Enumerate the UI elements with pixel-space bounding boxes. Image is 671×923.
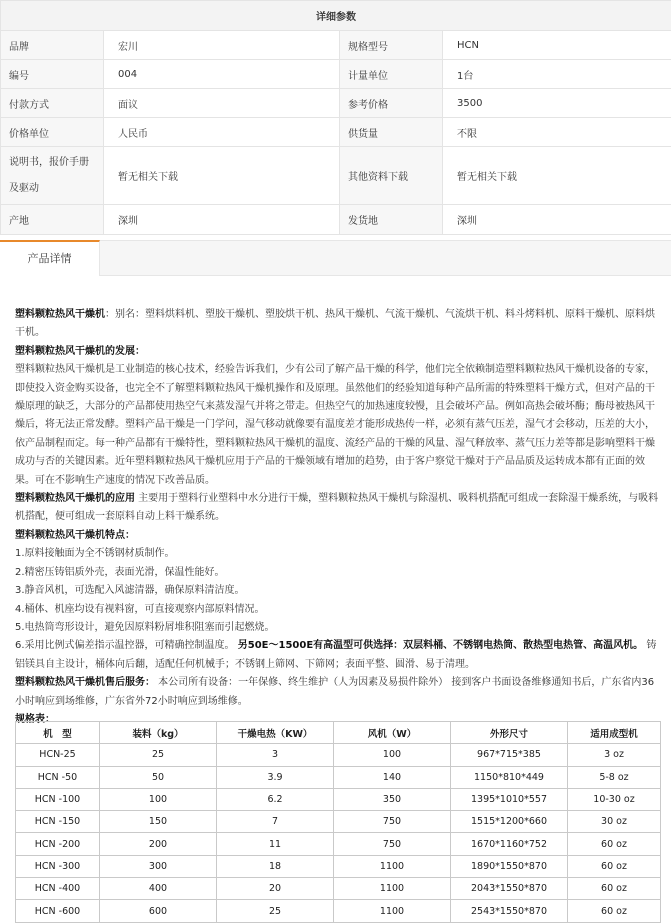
spec-cell: 3 oz bbox=[568, 744, 661, 766]
param-label: 其他资料下载 bbox=[340, 147, 443, 205]
param-value: HCN bbox=[443, 31, 671, 60]
spec-cell: HCN -50 bbox=[16, 766, 100, 788]
spec-cell: 11 bbox=[217, 833, 334, 855]
feature-item: 5.电热筒弯形设计，避免因原料粉屑堆积阻塞而引起燃烧。 bbox=[15, 619, 660, 637]
param-label: 付款方式 bbox=[1, 89, 104, 118]
spec-cell: 50 bbox=[100, 766, 217, 788]
spec-cell: 2543*1550*870 bbox=[451, 900, 568, 922]
spec-cell: 5-8 oz bbox=[568, 766, 661, 788]
feature-item: 铸铝镁具自主设计，桶体向后翻，适配任何机械手；不锈钢上筛网、下筛网；表面平整、圆滑、易于清理。 bbox=[15, 640, 656, 669]
param-label: 编号 bbox=[1, 60, 104, 89]
params-table bbox=[0, 0, 671, 235]
download-link[interactable]: 暂无相关下载 bbox=[443, 147, 671, 205]
spec-cell: 7 bbox=[217, 811, 334, 833]
table-row bbox=[16, 833, 661, 855]
spec-cell: 1670*1160*752 bbox=[451, 833, 568, 855]
param-label: 计量单位 bbox=[340, 60, 443, 89]
spec-cell: 400 bbox=[100, 878, 217, 900]
spec-cell: 2043*1550*870 bbox=[451, 878, 568, 900]
param-label: 产地 bbox=[1, 205, 104, 235]
spec-table bbox=[15, 721, 661, 923]
table-row bbox=[16, 878, 661, 900]
table-row bbox=[16, 766, 661, 788]
spec-cell: 300 bbox=[100, 855, 217, 877]
product-description bbox=[15, 306, 660, 729]
param-value: 深圳 bbox=[443, 205, 671, 235]
param-label: 发货地 bbox=[340, 205, 443, 235]
param-value: 深圳 bbox=[104, 205, 340, 235]
spec-cell: 200 bbox=[100, 833, 217, 855]
spec-header: 装料（kg） bbox=[100, 722, 217, 744]
spec-header: 外形尺寸 bbox=[451, 722, 568, 744]
spec-header: 适用成型机 bbox=[568, 722, 661, 744]
tab-bar bbox=[0, 240, 671, 276]
param-label: 说明书，报价手册及驱动 bbox=[1, 147, 104, 205]
param-label: 供货量 bbox=[340, 118, 443, 147]
spec-cell: 100 bbox=[334, 744, 451, 766]
spec-cell: 350 bbox=[334, 788, 451, 810]
param-label: 规格型号 bbox=[340, 31, 443, 60]
param-value: 宏川 bbox=[104, 31, 340, 60]
spec-cell: 3 bbox=[217, 744, 334, 766]
spec-cell: HCN-25 bbox=[16, 744, 100, 766]
spec-cell: 60 oz bbox=[568, 900, 661, 922]
paragraph-text: 主要用于塑料行业塑料中水分进行干燥，塑料颗粒热风干燥机与除湿机、吸料机搭配可组成一套除湿干燥系统，与吸料机搭配，便可组成一套原料自动上料干燥系统。 bbox=[15, 493, 658, 522]
spec-cell: 60 oz bbox=[568, 855, 661, 877]
table-row bbox=[16, 811, 661, 833]
params-title: 详细参数 bbox=[1, 1, 671, 31]
spec-cell: 1395*1010*557 bbox=[451, 788, 568, 810]
spec-cell: HCN -200 bbox=[16, 833, 100, 855]
spec-title: 规格表： bbox=[15, 711, 660, 729]
tab-product-details[interactable]: 产品详情 bbox=[0, 240, 100, 276]
spec-header: 风机（W） bbox=[334, 722, 451, 744]
feature-item: 3.静音风机，可选配入风滤清器，确保原料清洁度。 bbox=[15, 582, 660, 600]
table-row bbox=[16, 900, 661, 922]
spec-cell: HCN -300 bbox=[16, 855, 100, 877]
spec-cell: 100 bbox=[100, 788, 217, 810]
spec-cell: 1100 bbox=[334, 900, 451, 922]
spec-cell: 6.2 bbox=[217, 788, 334, 810]
paragraph-text: ：别名：塑料烘料机、塑胶干燥机、塑胶烘干机、热风干燥机、气流干燥机、气流烘干机、料斗烤料机、原料干燥机、原料烘干机。 bbox=[15, 309, 655, 338]
paragraph-text: 本公司所有设备：一年保修、终生维护（人为因素及易损件除外） 接到客户书面设备维修通知书后，广东省内36小时响应到场维修，广东省外72小时响应到场维修。 bbox=[15, 677, 654, 706]
feature-item: 6.采用比例式偏差指示温控器，可精确控制温度。 bbox=[15, 640, 238, 651]
param-value: 面议 bbox=[104, 89, 340, 118]
spec-cell: 600 bbox=[100, 900, 217, 922]
table-row bbox=[16, 744, 661, 766]
spec-cell: 20 bbox=[217, 878, 334, 900]
spec-cell: 25 bbox=[217, 900, 334, 922]
spec-cell: 30 oz bbox=[568, 811, 661, 833]
table-row bbox=[16, 788, 661, 810]
section-heading: 塑料颗粒热风干燥机特点： bbox=[15, 530, 135, 541]
param-value: 3500 bbox=[443, 89, 671, 118]
param-value: 1台 bbox=[443, 60, 671, 89]
param-value: 人民币 bbox=[104, 118, 340, 147]
param-value: 004 bbox=[104, 60, 340, 89]
feature-item: 1.原料接触面为全不锈钢材质制作。 bbox=[15, 545, 660, 563]
spec-cell: 967*715*385 bbox=[451, 744, 568, 766]
spec-cell: 3.9 bbox=[217, 766, 334, 788]
spec-cell: HCN -400 bbox=[16, 878, 100, 900]
spec-cell: 140 bbox=[334, 766, 451, 788]
spec-cell: 150 bbox=[100, 811, 217, 833]
feature-item: 4.桶体、机座均设有视料窗，可直接观察内部原料情况。 bbox=[15, 601, 660, 619]
table-row bbox=[16, 855, 661, 877]
spec-header: 干燥电热（KW） bbox=[217, 722, 334, 744]
param-label: 品牌 bbox=[1, 31, 104, 60]
param-label: 价格单位 bbox=[1, 118, 104, 147]
section-heading: 塑料颗粒热风干燥机的应用 bbox=[15, 493, 135, 504]
spec-cell: 1515*1200*660 bbox=[451, 811, 568, 833]
paragraph-text: 塑料颗粒热风干燥机是工业制造的核心技术，经验告诉我们，少有公司了解产品干燥的科学，他们完全依赖制造塑料颗粒热风干燥机设备的专家，即使投入资金购买设备，也完全不了解塑料颗粒热风干燥机操作和及原理。虽然他们的经验知道每种产品所需的特殊塑料干燥方式，但对产品的干燥原理的缺乏，大部分的产品都使用热空气来蒸发湿气并将之带走。但热空气的加热速度较慢，且会破坏产品。例如高热会破坏酶；酶母被热风干燥后，将无法正常发酵。塑料产品干燥是一门学问，湿气移动就像要有温度差才能形成热传一样，必须有蒸气压差，湿气才会移动，压差的大小，依产品制程而定。每一种产品都有干燥特性，塑料颗粒热风干燥机的温度、流经产品的干燥的风量、湿气释放率、蒸气压力差等都是影响塑料干燥成功与否的关键因素。近年塑料颗粒热风干燥机应用于产品的干燥领域有增加的趋势，由于客户察觉干燥对于产品品质及运转成本都有正面的效果。可在不影响生产速度的情况下改善品质。 bbox=[15, 361, 660, 490]
section-heading: 塑料颗粒热风干燥机 bbox=[15, 309, 105, 320]
param-label: 参考价格 bbox=[340, 89, 443, 118]
spec-cell: 1150*810*449 bbox=[451, 766, 568, 788]
spec-cell: HCN -600 bbox=[16, 900, 100, 922]
spec-cell: HCN -150 bbox=[16, 811, 100, 833]
spec-cell: 60 oz bbox=[568, 833, 661, 855]
spec-cell: 1100 bbox=[334, 855, 451, 877]
spec-cell: 60 oz bbox=[568, 878, 661, 900]
param-value: 不限 bbox=[443, 118, 671, 147]
spec-cell: HCN -100 bbox=[16, 788, 100, 810]
spec-cell: 10-30 oz bbox=[568, 788, 661, 810]
spec-cell: 25 bbox=[100, 744, 217, 766]
section-heading: 塑料颗粒热风干燥机的发展： bbox=[15, 346, 145, 357]
download-link[interactable]: 暂无相关下载 bbox=[104, 147, 340, 205]
feature-item: 2.精密压铸铝质外壳，表面光滑，保温性能好。 bbox=[15, 564, 660, 582]
spec-cell: 1890*1550*870 bbox=[451, 855, 568, 877]
spec-cell: 750 bbox=[334, 811, 451, 833]
spec-cell: 1100 bbox=[334, 878, 451, 900]
spec-cell: 750 bbox=[334, 833, 451, 855]
spec-header: 机 型 bbox=[16, 722, 100, 744]
feature-highlight: 另50E～1500E有高温型可供选择：双层料桶、不锈钢电热筒、散热型电热管、高温风机。 bbox=[238, 640, 643, 651]
spec-cell: 18 bbox=[217, 855, 334, 877]
section-heading: 塑料颗粒热风干燥机售后服务： bbox=[15, 677, 155, 688]
